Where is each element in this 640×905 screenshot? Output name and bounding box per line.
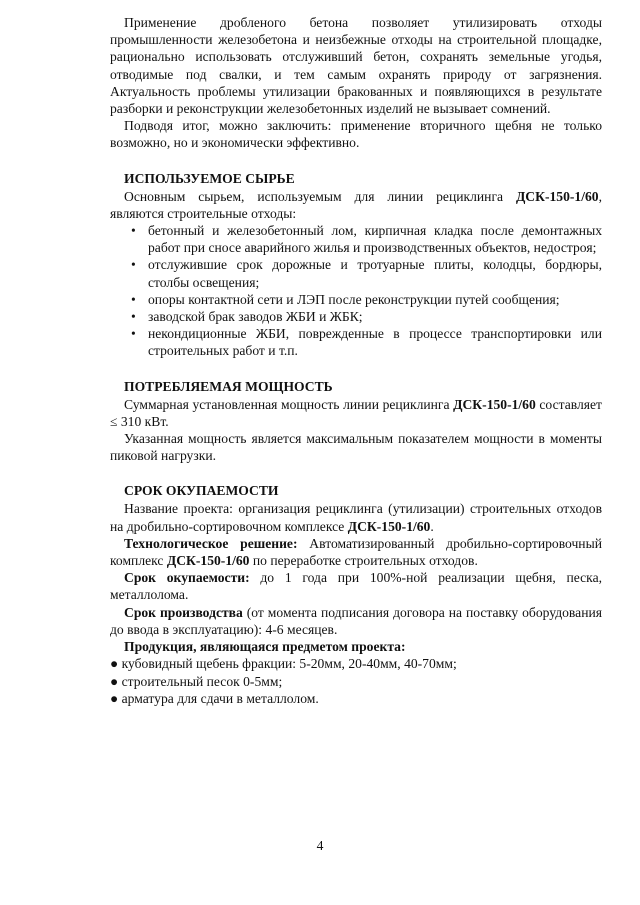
list-item: • отслужившие срок дорожные и тротуарные плиты, колодцы, бордюры, столбы освещения;	[148, 256, 602, 290]
payback-project-name: Название проекта: организация рециклинга (утилизации) строительных отходов на дробильно-сортировочном комплексе ДСК-150-1/60.	[110, 501, 602, 534]
list-item: ● строительный песок 0-5мм;	[110, 673, 283, 689]
page-number: 4	[316, 838, 324, 853]
production-period: Срок производства (от момента подписания договора на поставку оборудования до ввода в эксплуатацию): 4-6 месяцев.	[110, 604, 602, 637]
payback-heading: СРОК ОКУПАЕМОСТИ	[124, 483, 279, 499]
power-heading: ПОТРЕБЛЯЕМАЯ МОЩНОСТЬ	[124, 378, 333, 394]
raw-materials-list	[110, 222, 602, 360]
list-item: • бетонный и железобетонный лом, кирпичная кладка после демонтажных работ при сносе аварийного жилья и производственных объектов, недостроя;	[148, 222, 602, 256]
power-paragraph-1: Суммарная установленная мощность линии рециклинга ДСК-150-1/60 составляет ≤ 310 кВт.	[110, 396, 602, 429]
products-label: Продукция, являющаяся предметом проекта:	[124, 639, 406, 655]
list-item: • некондиционные ЖБИ, поврежденные в процессе транспортировки или строительных работ и т.п.	[148, 325, 602, 359]
payback-period: Срок окупаемости: до 1 года при 100%-ной реализации щебня, песка, металлолома.	[110, 570, 602, 603]
list-item: • заводской брак заводов ЖБИ и ЖБК;	[148, 308, 602, 325]
intro-paragraph-1: Применение дробленого бетона позволяет утилизировать отходы промышленности железобетона и неизбежные отходы на строительной площадке, рационально использовать отслуживший бетон, сохранять земельные угодья, отводимые под свалки, и тем самым охранять природу от загрязнения. Актуальность проблемы утилизации бракованных и появляющихся в результате разборки и реконструкции железобетонных изделий не вызывает сомнений.	[110, 15, 602, 117]
document-page	[110, 14, 602, 707]
raw-materials-heading: ИСПОЛЬЗУЕМОЕ СЫРЬЕ	[124, 170, 295, 186]
list-item: ● арматура для сдачи в металлолом.	[110, 690, 319, 706]
products-list	[110, 655, 602, 707]
list-item: ● кубовидный щебень фракции: 5-20мм, 20-40мм, 40-70мм;	[110, 656, 457, 672]
raw-materials-lead: Основным сырьем, используемым для линии рециклинга ДСК-150-1/60, являются строительные отходы:	[110, 188, 602, 221]
list-item: • опоры контактной сети и ЛЭП после реконструкции путей сообщения;	[148, 291, 602, 308]
payback-tech-solution: Технологическое решение: Автоматизированный дробильно-сортировочный комплекс ДСК-150-1/60 по переработке строительных отходов.	[110, 535, 602, 569]
power-paragraph-2: Указанная мощность является максимальным показателем мощности в моменты пиковой нагрузки.	[110, 431, 602, 464]
intro-paragraph-2: Подводя итог, можно заключить: применение вторичного щебня не только возможно, но и экономически эффективно.	[110, 118, 602, 151]
